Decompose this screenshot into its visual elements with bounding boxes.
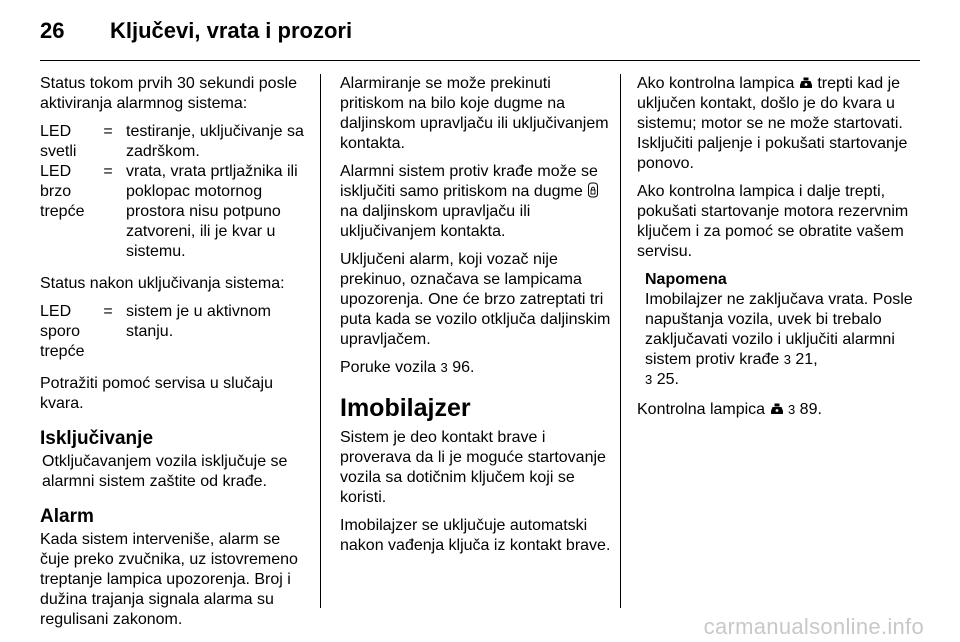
- table-row: [40, 302, 310, 362]
- reference-arrow-icon: 3: [645, 372, 653, 387]
- immobilizer-paragraph-1: Sistem je deo kontakt brave i proverava da li je moguće startovanje vozila sa dotičnim ključem koji se koristi.: [340, 429, 606, 506]
- alarm-stop-paragraph: Alarmiranje se može prekinuti pritiskom na bilo koje dugme na daljinskom upravljaču ili uključivanjem kontakta.: [340, 75, 609, 152]
- reference-arrow-icon: 3: [787, 402, 796, 417]
- lamp-blink-text-b: trepti kad je uključen kontakt, došlo je do kvara u sistemu; motor se ne može startovati. Isključiti paljenje i pokušati startovanje ponovo.: [637, 75, 908, 172]
- watermark: carmanualsonline.info: [703, 614, 924, 639]
- car-key-lamp-icon: [770, 401, 788, 418]
- status-table-2: [40, 302, 310, 362]
- control-lamp-text: Kontrolna lampica: [637, 401, 766, 418]
- alarm-off-paragraph: [340, 162, 612, 242]
- status-after-paragraph: Status nakon uključivanja sistema:: [40, 275, 285, 292]
- alarm-triggered-paragraph: Uključeni alarm, koji vozač nije prekinuo, označava se lampicama upozorenja. One će brzo zatreptati tri puta kada se vozilo otključa daljinskim upravljačem.: [340, 251, 611, 348]
- control-lamp-ref[interactable]: 89.: [799, 401, 822, 418]
- page-number: 26: [40, 18, 65, 43]
- car-key-lamp-icon: [799, 75, 817, 92]
- note-ref-2[interactable]: 25.: [656, 371, 679, 388]
- lamp-blink-text-a: Ako kontrolna lampica: [637, 75, 795, 92]
- deactivation-paragraph: Otključavanjem vozila isključuje se alarmni sistem zaštite od krađe.: [42, 453, 288, 490]
- table-eq: =: [103, 303, 113, 320]
- table-key: LED brzo trepće: [40, 163, 85, 220]
- reference-arrow-icon: 3: [440, 360, 448, 375]
- heading-immobilizer: Imobilajzer: [340, 394, 471, 422]
- column-2: [340, 74, 612, 564]
- service-paragraph: Potražiti pomoć servisa u slučaju kvara.: [40, 375, 273, 412]
- alarm-off-text-a: Alarmni sistem protiv krađe može se isključiti samo pritiskom na dugme: [340, 163, 598, 200]
- alarm-off-text-b: na daljinskom upravljaču ili uključivanjem kontakta.: [340, 203, 531, 240]
- note-text: Imobilajzer ne zaključava vrata. Posle napuštanja vozila, uvek bi trebalo zaključavati vozilo i uključiti alarmni sistem protiv krađe: [645, 291, 913, 368]
- page-title: Ključevi, vrata i prozori: [110, 18, 353, 43]
- table-row: [40, 122, 310, 162]
- column-3: [637, 74, 922, 428]
- note-paragraph: [645, 290, 922, 390]
- heading-deactivation: Isključivanje: [40, 428, 154, 449]
- lock-button-icon: [587, 183, 599, 200]
- alarm-paragraph: Kada sistem interveniše, alarm se čuje preko zvučnika, uz istovremeno treptanje lampica upozorenja. Broj i dužina trajanja signala alarma su regulisani zakonom.: [40, 531, 298, 628]
- header-rule: [40, 60, 920, 61]
- lamp-blink-paragraph: [637, 74, 922, 174]
- immobilizer-paragraph-2: Imobilajzer se uključuje automatski nakon vađenja ključa iz kontakt brave.: [340, 517, 611, 554]
- note-ref-1[interactable]: 21,: [795, 351, 818, 368]
- table-eq: =: [103, 123, 113, 140]
- heading-alarm: Alarm: [40, 506, 94, 527]
- reference-arrow-icon: 3: [783, 352, 791, 367]
- column-1: [40, 74, 310, 638]
- column-divider-1: [320, 74, 321, 608]
- table-value: testiranje, uključivanje sa zadrškom.: [126, 123, 304, 160]
- vehicle-messages-text: Poruke vozila: [340, 359, 437, 376]
- lamp-still-blink-paragraph: Ako kontrolna lampica i dalje trepti, pokušati startovanje motora rezervnim ključem i za pomoć se obratite vašem servisu.: [637, 183, 909, 260]
- table-value: vrata, vrata prtljažnika ili poklopac motornog prostora nisu potpuno zatvoreni, ili je kvar u sistemu.: [126, 163, 298, 260]
- status-table-1: [40, 122, 310, 262]
- vehicle-messages-paragraph: [340, 358, 612, 378]
- page-header: [40, 14, 920, 60]
- table-key: LED sporo trepće: [40, 303, 85, 360]
- note-title: Napomena: [645, 271, 727, 288]
- table-eq: =: [103, 163, 113, 180]
- table-key: LED svetli: [40, 123, 77, 160]
- table-row: [40, 162, 310, 262]
- intro-paragraph: Status tokom prvih 30 sekundi posle aktiviranja alarmnog sistema:: [40, 75, 298, 112]
- table-value: sistem je u aktivnom stanju.: [126, 303, 271, 340]
- note-box: [637, 270, 922, 390]
- vehicle-messages-ref[interactable]: 96.: [452, 359, 475, 376]
- column-divider-2: [620, 74, 621, 608]
- control-lamp-paragraph: [637, 400, 922, 420]
